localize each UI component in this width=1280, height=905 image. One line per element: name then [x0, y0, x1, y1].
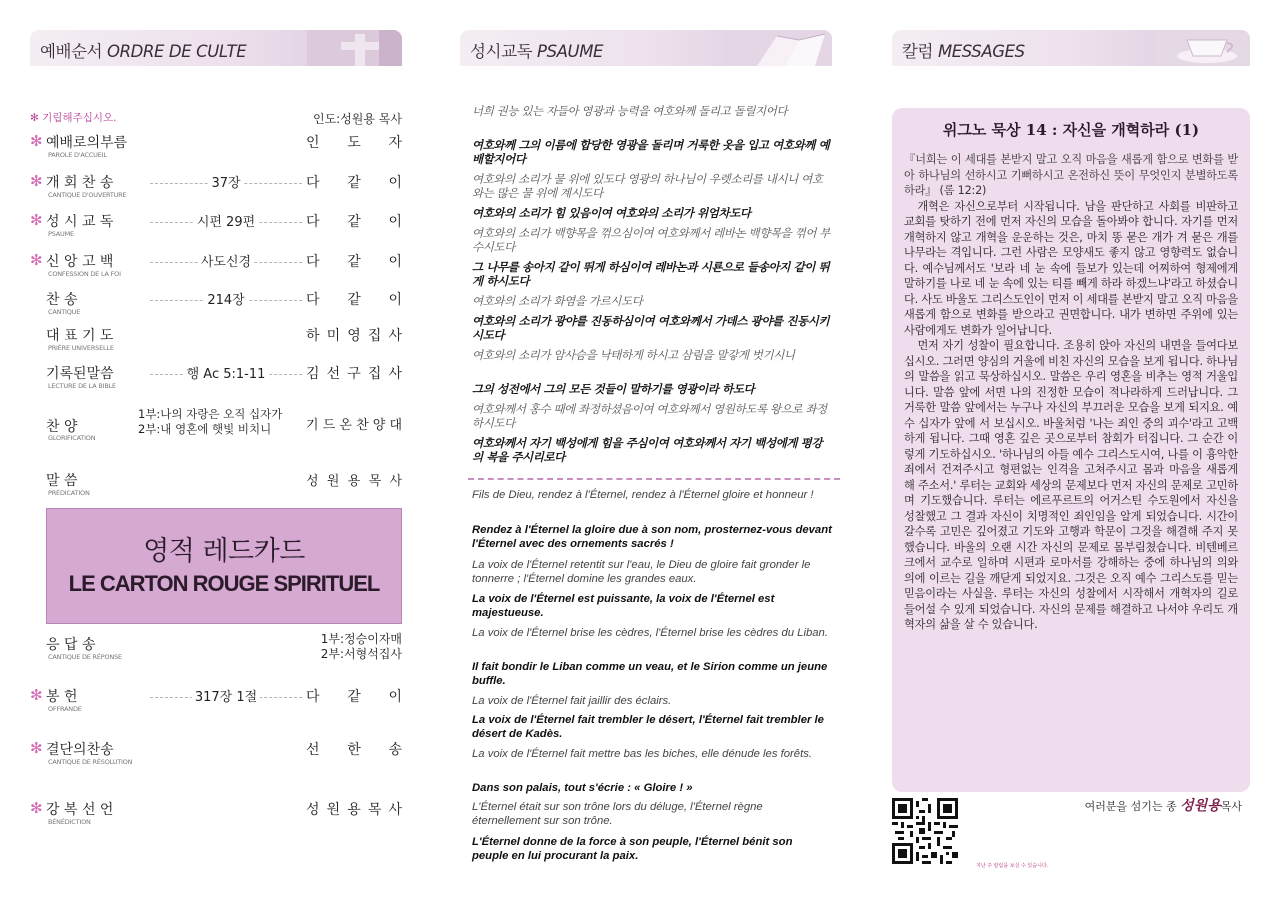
item-name-fr: OFFRANDE: [48, 705, 82, 713]
column-body: [904, 152, 1238, 633]
praise-songs: [138, 407, 282, 437]
sermon-row: [30, 471, 402, 505]
leader-verse-fr: La voix de l'Éternel fait jaillir des éclairs.: [472, 695, 672, 707]
response-verse-fr: L'Éternel donne de la force à son peuple, l'Éternel bénit son peuple en lui procurant la paix.: [472, 836, 793, 862]
leader-verse: 너희 권능 있는 자들아 영광과 능력을 여호와께 돌리고 돌릴지어다: [472, 104, 788, 118]
item-name: 기록된말씀: [46, 366, 114, 382]
response-verse-fr: Dans son palais, tout s'écrie : « Gloire ! »: [472, 782, 693, 794]
praise-row: [30, 407, 402, 460]
item-name-fr: PAROLE D'ACCUEIL: [48, 151, 107, 159]
item-name: 신 앙 고 백: [46, 254, 114, 270]
item-name: 찬 양: [46, 419, 78, 435]
stand-notice-row: [30, 110, 402, 128]
response-verse-fr: Il fait bondir le Liban comme un veau, et le Sirion comme un jeune buffle.: [472, 661, 828, 687]
order-item: [30, 740, 402, 774]
leader-verse-fr: La voix de l'Éternel retentit sur l'eau, le Dieu de gloire fait gronder le tonnerre ; l'Éternel domine les grandes eaux.: [472, 559, 811, 585]
item-name-fr: CANTIQUE DE RÉPONSE: [48, 653, 122, 661]
messages-header-title: 칼럼 MESSAGES: [902, 42, 1025, 61]
response-singer-1: 1부:정승이자매: [320, 632, 402, 646]
column-paragraph-2: 먼저 자기 성찰이 필요합니다. 조용히 앉아 자신의 내면을 들여다보십시오. 그러면 양심의 거울에 비친 자신의 모습을 보게 됩니다. 하나님의 말씀을 읽고 묵상하십시오. 말씀은 우리 영혼을 비추는 영적 거울입니다. 말씀 앞에 서면 나의 진정한 모습이 적나라하게 드러납니다. 그 거룩한 말씀 앞에서는 누구나 자신의 부끄러운 모습을 보게 되지요. 예수 십자가 앞에 서 보십시오. 바울처럼 '나는 죄인 중의 괴수'라고 고백하게 됩니다. 그때 영혼 깊은 곳으로부터 참회가 터집니다. 그 순간 이렇게 기도하십시오. '하나님의 아들 예수 그리스도시여, 나를 이 흉악한 죄에서 건져주시고 형편없는 인격을 고쳐주시고 몸과 마음을 새롭게 해 주소서.' 루터는 교회와 세상의 문제보다 먼저 자신의 문제로 고민하며 기도했습니다. 루터는 에르푸르트의 어거스틴 수도원에서 자신을 성찰했고 그 결과 자신이 치명적인 죄인임을 알게 되었습니다. 시간이 갈수록 고민은 깊어졌고 기도와 고행과 학문이 그것을 해결해 주지 못했습니다. 바울의 오랜 시간 자신의 문제로 몸부림쳤습니다. 비텐베르크에서 교수로 일하며 시편과 로마서를 강해하는 중에 하나님의 의와 의에 이르는 길을 깨닫게 되었지요. 그것은 오직 예수 그리스도를 믿는 믿음이라는 사실을. 루터는 자신의 성찰에서 시작해서 개혁자의 길로 들어설 수 있게 되었습니다. 자신의 문제를 해결하고 나서야 우리도 개혁자의 삶을 살 수 있습니다.: [904, 339, 1238, 631]
praise-song-1: 1부:나의 자랑은 오직 십자가: [138, 407, 283, 421]
response-verse: 그의 성전에서 그의 모든 것들이 말하기를 영광이라 하도다: [472, 382, 755, 396]
psalm-header: [460, 30, 832, 66]
standing-star-icon: ✻: [30, 739, 43, 757]
item-leader: 인 도 자: [306, 135, 402, 151]
response-verse-fr: Rendez à l'Éternel la gloire due à son nom, prosternez-vous devant l'Éternel avec des ornements sacrés !: [472, 524, 832, 550]
messages-header: [892, 30, 1250, 66]
item-name: 말 씀: [46, 473, 78, 489]
response-singers: [321, 632, 402, 662]
worship-header-title: 예배순서 ORDRE DE CULTE: [40, 42, 247, 61]
order-item: [30, 290, 402, 324]
leader-verse-fr: L'Éternel était sur son trône lors du déluge, l'Éternel règne éternellement sur son trône.: [472, 801, 763, 827]
item-leader: 선 한 송: [306, 742, 402, 758]
response-singer-2: 2부:서형석집사: [320, 647, 402, 661]
worship-header: [30, 30, 402, 66]
order-item: [30, 252, 402, 286]
leader-verse-fr: La voix de l'Éternel fait mettre bas les biches, elle dénude les forêts.: [472, 748, 812, 760]
section-divider: [468, 478, 840, 480]
item-detail: 시편 29편: [150, 211, 302, 230]
order-item: [30, 133, 402, 167]
leader-verse: 여호와의 소리가 화염을 가르시도다: [472, 294, 643, 308]
item-leader: 기 드 온 찬 양 대: [306, 418, 402, 433]
praise-song-2: 2부:내 영혼에 햇빛 비치니: [138, 422, 272, 436]
leader-verse: 여호와의 소리가 암사슴을 낙태하게 하시고 삼림을 말갛게 벗기시니: [472, 348, 795, 362]
standing-star-icon: ✻: [30, 686, 43, 704]
column-paragraph-1: 개혁은 자신으로부터 시작됩니다. 남을 판단하고 사회를 비판하고 교회를 탓하기 전에 먼저 자신의 모습을 돌아봐야 합니다. 자기를 먼저 개혁하지 않고 개혁을 운운하는 것은, 마치 똥 묻은 개가 겨 묻은 개를 나무라는 격입니다. 그런 사람은 모양새도 좋지 않고 영향력도 없습니다. 예수님께서도 '보라 네 눈 속에 들보가 있는데 어찌하여 형제에게 말하기를 나로 네 눈 속에 있는 티를 빼게 하라 하겠느냐'라고 하셨습니다. 사도 바울도 그리스도인이 먼저 이 세대를 본받지 말고 오직 마음을 새롭게 함으로 변화를 받으라고 권면합니다. 내가 변하면 주위에 있는 사람에게도 변화가 일어납니다.: [904, 199, 1238, 337]
item-name: 봉 헌: [46, 689, 78, 705]
item-detail: 행 Ac 5:1-11: [150, 363, 302, 382]
standing-star-icon: ✻: [30, 211, 43, 229]
order-item: [30, 687, 402, 721]
order-item: [30, 800, 402, 834]
standing-star-icon: ✻: [30, 799, 43, 817]
leader-verse-fr: Fils de Dieu, rendez à l'Éternel, rendez à l'Éternel gloire et honneur !: [472, 489, 814, 501]
qr-code-icon[interactable]: [892, 798, 958, 864]
item-detail: 37장: [150, 172, 302, 191]
item-detail: 214장: [150, 289, 302, 308]
leader-verse-fr: La voix de l'Éternel brise les cèdres, l'Éternel brise les cèdres du Liban.: [472, 627, 828, 639]
messages-column: [892, 30, 1250, 869]
leader-verse: 여호와의 소리가 백향목을 꺾으심이여 여호와께서 레바논 백향목을 꺾어 부수시도다: [472, 226, 831, 254]
psalm-header-title: 성시교독 PSAUME: [470, 42, 604, 61]
response-verse-fr: La voix de l'Éternel fait trembler le désert, l'Éternel fait trembler le désert de Kadès.: [472, 714, 824, 740]
item-leader: 다 같 이: [306, 254, 402, 270]
leader-verse: 여호와의 소리가 물 위에 있도다 영광의 하나님이 우렛소리를 내시니 여호와는 많은 물 위에 계시도다: [472, 172, 823, 200]
item-leader: 다 같 이: [306, 214, 402, 230]
item-name-fr: LECTURE DE LA BIBLE: [48, 382, 116, 390]
column-box: [892, 108, 1250, 792]
order-item: [30, 212, 402, 246]
item-name-fr: CANTIQUE DE RÉSOLUTION: [48, 758, 133, 766]
column-title: 위그노 묵상 14 : 자신을 개혁하라 (1): [942, 121, 1200, 139]
cross-image-icon: [307, 30, 402, 66]
response-verse: 여호와의 소리가 광야를 진동하심이여 여호와께서 가데스 광야를 진동시키시도다: [472, 314, 830, 342]
item-name-fr: GLORIFICATION: [48, 434, 96, 442]
item-name: 대 표 기 도: [46, 328, 114, 344]
standing-star-icon: ✻: [30, 132, 43, 150]
item-leader: 다 같 이: [306, 175, 402, 191]
book-image-icon: [737, 30, 832, 66]
worship-leader: 인도:성원용 목사: [312, 112, 402, 126]
response-row: [30, 632, 402, 672]
scripture-quote: 『너희는 이 세대를 본받지 말고 오직 마음을 새롭게 함으로 변화를 받아 하나님의 선하시고 기뻐하시고 온전하신 뜻이 무엇인지 분별하도록 하라』 (롬 12:2): [904, 153, 1238, 197]
response-verse: 그 나무를 송아지 같이 뛰게 하심이여 레바논과 시룐으로 들송아지 같이 뛰게 하시도다: [472, 260, 830, 288]
item-name-fr: PRÉDICATION: [48, 489, 90, 497]
item-name: 응 답 송: [46, 637, 96, 653]
item-name: 강 복 선 언: [46, 802, 114, 818]
response-verse: 여호와의 소리가 힘 있음이여 여호와의 소리가 위엄차도다: [472, 206, 751, 220]
teacup-image-icon: [1155, 30, 1250, 66]
sermon-title-ko: 영적 레드카드: [143, 536, 305, 567]
standing-star-icon: ✻: [30, 172, 43, 190]
item-name-fr: CANTIQUE: [48, 308, 81, 316]
response-verse-fr: La voix de l'Éternel est puissante, la voix de l'Éternel est majestueuse.: [472, 593, 775, 619]
psalm-column: [460, 30, 832, 862]
item-name-fr: PSAUME: [48, 230, 74, 238]
response-verse: 여호와께서 자기 백성에게 힘을 주심이여 여호와께서 자기 백성에게 평강의 복을 주시리로다: [472, 436, 823, 464]
item-leader: 다 같 이: [306, 292, 402, 308]
item-leader: 하 미 영 집 사: [306, 328, 402, 344]
sermon-title-card: [46, 508, 402, 624]
author-signature: 여러분을 섬기는 종 성원용목사: [1084, 798, 1242, 814]
item-name: 찬 송: [46, 292, 78, 308]
item-name: 개 회 찬 송: [46, 175, 114, 191]
item-leader: 성 원 용 목 사: [306, 474, 402, 489]
order-item: [30, 173, 402, 207]
item-name: 성 시 교 독: [46, 214, 114, 230]
item-name-fr: CONFESSION DE LA FOI: [48, 270, 121, 278]
item-detail: 사도신경: [150, 251, 302, 270]
item-name-fr: BÉNÉDICTION: [48, 818, 91, 826]
order-item: [30, 326, 402, 360]
leader-verse: 여호와께서 홍수 때에 좌정하셨음이여 여호와께서 영원하도록 왕으로 좌정하시도다: [472, 402, 827, 430]
item-name: 결단의찬송: [46, 742, 114, 758]
sermon-title-fr: LE CARTON ROUGE SPIRITUEL: [68, 571, 380, 596]
item-name: 예배로의부름: [46, 135, 128, 151]
qr-note: 지난 주 칼럼을 보실 수 있습니다.: [976, 863, 1049, 869]
item-leader: 다 같 이: [306, 689, 402, 705]
item-name-fr: PRIÈRE UNIVERSELLE: [48, 344, 114, 352]
response-verse: 여호와께 그의 이름에 합당한 영광을 돌리며 거룩한 옷을 입고 여호와께 예배할지어다: [472, 138, 830, 166]
stand-notice: ✻ 기립해주십시오.: [30, 112, 117, 124]
item-detail: 317장 1절: [150, 686, 302, 705]
item-leader: 김 선 구 집 사: [306, 366, 402, 382]
worship-column: [30, 30, 402, 826]
standing-star-icon: ✻: [30, 251, 43, 269]
item-leader: 성 원 용 목 사: [306, 802, 402, 818]
item-name-fr: CANTIQUE D'OUVERTURE: [48, 191, 127, 199]
order-item: [30, 364, 402, 398]
